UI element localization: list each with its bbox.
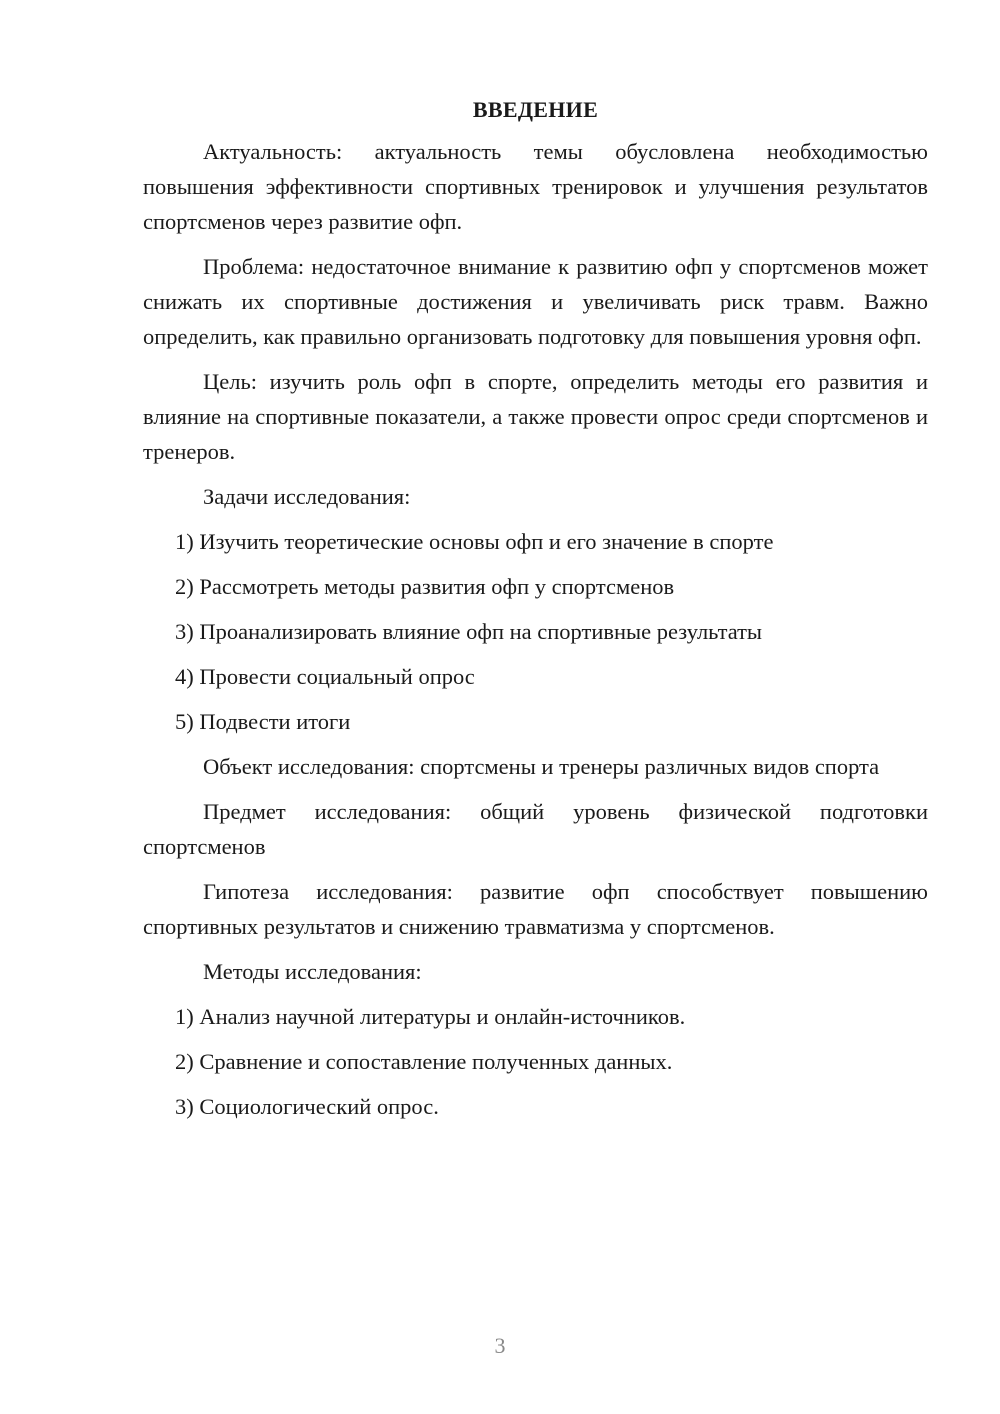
methods-title: Методы исследования: (203, 959, 422, 984)
document-page (143, 92, 928, 1134)
task-item-1: 1) Изучить теоретические основы офп и его значение в спорте (175, 529, 774, 554)
tasks-title: Задачи исследования: (203, 484, 411, 509)
subject-paragraph: Предмет исследования: общий уровень физической подготовки спортсменов (143, 799, 928, 859)
relevance-paragraph: Актуальность: актуальность темы обусловлена необходимостью повышения эффективности спортивных тренировок и улучшения результатов спортсменов через развитие офп. (143, 139, 928, 234)
page-title: ВВЕДЕНИЕ (472, 97, 599, 122)
problem-paragraph: Проблема: недостаточное внимание к развитию офп у спортсменов может снижать их спортивные достижения и увеличивать риск травм. Важно определить, как правильно организовать подготовку для повышения уровня офп. (143, 254, 928, 349)
method-item-1: 1) Анализ научной литературы и онлайн-источников. (175, 1004, 686, 1029)
page-number: 3 (494, 1333, 506, 1358)
task-item-2: 2) Рассмотреть методы развития офп у спортсменов (175, 574, 675, 599)
method-item-3: 3) Социологический опрос. (175, 1094, 439, 1119)
object-paragraph: Объект исследования: спортсмены и тренеры различных видов спорта (203, 754, 880, 779)
goal-paragraph: Цель: изучить роль офп в спорте, определить методы его развития и влияние на спортивные показатели, а также провести опрос среди спортсменов и тренеров. (143, 369, 928, 464)
task-item-4: 4) Провести социальный опрос (175, 664, 475, 689)
hypothesis-paragraph: Гипотеза исследования: развитие офп способствует повышению спортивных результатов и снижению травматизма у спортсменов. (143, 879, 928, 939)
task-item-3: 3) Проанализировать влияние офп на спортивные результаты (175, 619, 763, 644)
task-item-5: 5) Подвести итоги (175, 709, 351, 734)
method-item-2: 2) Сравнение и сопоставление полученных данных. (175, 1049, 673, 1074)
